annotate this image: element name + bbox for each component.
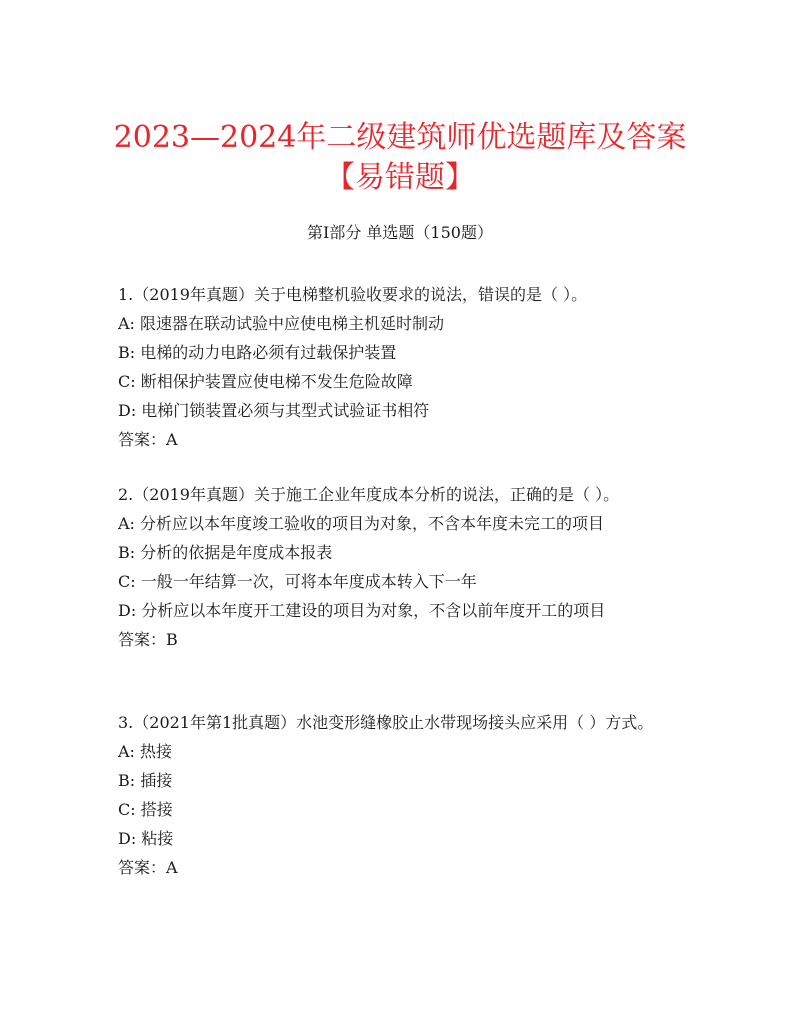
question-2 bbox=[118, 480, 678, 654]
answer-line: 答案：B bbox=[118, 630, 178, 649]
question-stem: 2.（2019年真题）关于施工企业年度成本分析的说法，正确的是（ ）。 bbox=[118, 485, 620, 504]
section-heading: 第I部分 单选题（150题） bbox=[307, 223, 493, 242]
option-a: A: 限速器在联动试验中应使电梯主机延时制动 bbox=[118, 314, 445, 333]
option-d: D: 分析应以本年度开工建设的项目为对象，不含以前年度开工的项目 bbox=[118, 601, 606, 620]
option-b: B: 电梯的动力电路必须有过载保护装置 bbox=[118, 343, 397, 362]
answer-line: 答案：A bbox=[118, 430, 178, 449]
question-1 bbox=[118, 280, 678, 454]
answer-line: 答案：A bbox=[118, 858, 178, 877]
question-3 bbox=[118, 708, 678, 882]
option-a: A: 热接 bbox=[118, 742, 173, 761]
option-b: B: 分析的依据是年度成本报表 bbox=[118, 543, 333, 562]
option-a: A: 分析应以本年度竣工验收的项目为对象，不含本年度未完工的项目 bbox=[118, 514, 605, 533]
option-d: D: 电梯门锁装置必须与其型式试验证书相符 bbox=[118, 401, 430, 420]
option-c: C: 搭接 bbox=[118, 800, 173, 819]
option-d: D: 粘接 bbox=[118, 829, 174, 848]
document-title: 2023—2024年二级建筑师优选题库及答案【易错题】 bbox=[113, 120, 687, 195]
option-c: C: 断相保护装置应使电梯不发生危险故障 bbox=[118, 372, 413, 391]
option-c: C: 一般一年结算一次，可将本年度成本转入下一年 bbox=[118, 572, 477, 591]
option-b: B: 插接 bbox=[118, 771, 173, 790]
question-stem: 3.（2021年第1批真题）水池变形缝橡胶止水带现场接头应采用（ ）方式。 bbox=[118, 713, 654, 732]
question-stem: 1.（2019年真题）关于电梯整机验收要求的说法，错误的是（ ）。 bbox=[118, 285, 588, 304]
